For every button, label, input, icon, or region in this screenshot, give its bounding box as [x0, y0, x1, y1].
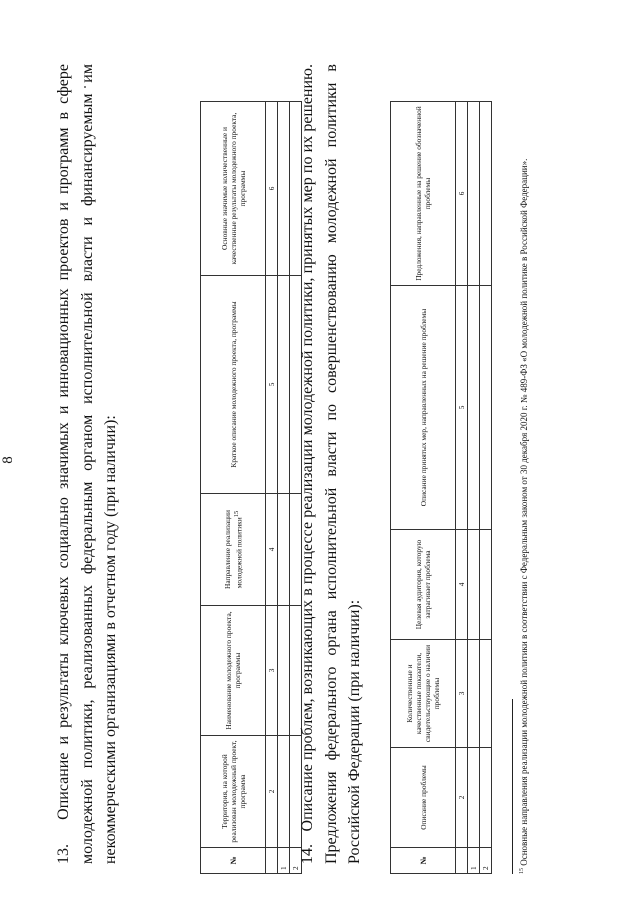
- table-13: [200, 101, 302, 874]
- table-cell: [480, 640, 492, 748]
- table-13-header-row: [201, 102, 266, 874]
- table-cell: [278, 736, 290, 848]
- table-cell: [480, 102, 492, 286]
- col-number: [266, 848, 278, 874]
- footnote-text: Основные направления реализации молодежной политики в соответствии с Федеральным законом от 30 декабря 2020 г. № 489-ФЗ «О молодежной политике в Российской Федерации».: [519, 158, 529, 866]
- table-13-header-text: Направление реализации молодежной политики: [222, 510, 244, 589]
- col-number: 5: [266, 276, 278, 494]
- row-number: 2: [290, 848, 302, 874]
- table-cell: [278, 102, 290, 276]
- row-number: 1: [468, 848, 480, 874]
- table-cell: [480, 748, 492, 848]
- row-number: 2: [480, 848, 492, 874]
- table-cell: [468, 530, 480, 640]
- table-14: [390, 101, 492, 874]
- table-14-header-row: [391, 102, 456, 874]
- col-number: 3: [456, 640, 468, 748]
- col-number: 5: [456, 286, 468, 530]
- col-number: 2: [266, 736, 278, 848]
- col-number: 2: [456, 748, 468, 848]
- table-cell: [480, 530, 492, 640]
- table-13-header: Основные значимые количественные и качественные результаты молодежного проекта, программы: [201, 102, 266, 276]
- table-14-header: №: [391, 848, 456, 874]
- table-cell: [468, 640, 480, 748]
- table-13-header: Наименование молодежного проекта, программы: [201, 606, 266, 736]
- table-cell: [278, 606, 290, 736]
- table-cell: [468, 102, 480, 286]
- footnote-marker: 15: [519, 868, 525, 874]
- table-row: [278, 102, 290, 874]
- table-row: [468, 102, 480, 874]
- col-number: 4: [266, 494, 278, 606]
- table-14-header: Описание принятых мер, направленных на решение проблемы: [391, 286, 456, 530]
- col-number: 6: [456, 102, 468, 286]
- section-13-paragraph: [52, 64, 123, 864]
- table-13-header: №: [201, 848, 266, 874]
- footnote-separator: [512, 699, 513, 874]
- section-13-text: Описание и результаты ключевых социально значимых и инновационных проектов и программ в сфере молодежной политики, реализованных федеральным органом исполнительной власти и финансируемым им некоммерческими организациями в отчетном году (при наличии):: [55, 63, 119, 864]
- table-cell: [468, 286, 480, 530]
- table-14-number-row: [456, 102, 468, 874]
- table-14-header: Целевая аудитория, которую затрагивает проблема: [391, 530, 456, 640]
- col-number: 3: [266, 606, 278, 736]
- table-13-header: [201, 494, 266, 606]
- footnote: [516, 44, 530, 874]
- col-number: 4: [456, 530, 468, 640]
- section-14-number: 14.: [299, 844, 316, 864]
- table-cell: [468, 748, 480, 848]
- table-cell: [480, 286, 492, 530]
- col-number: [456, 848, 468, 874]
- table-cell: [278, 494, 290, 606]
- table-13-header: Краткое описание молодежного проекта, программы: [201, 276, 266, 494]
- table-13-header: Территория, на которой реализован молодежный проект, программа: [201, 736, 266, 848]
- table-13-number-row: [266, 102, 278, 874]
- footnote-ref: 15: [232, 510, 240, 518]
- table-14-header: Количественные и качественные показатели, свидетельствующие о наличии проблемы: [391, 640, 456, 748]
- table-row: [480, 102, 492, 874]
- table-14-header: Предложения, направленные на решение обозначенной проблемы: [391, 102, 456, 286]
- table-cell: [278, 276, 290, 494]
- page-number: 8: [0, 456, 16, 464]
- table-14-header: Описание проблемы: [391, 748, 456, 848]
- section-14-paragraph: [296, 64, 367, 864]
- section-13-number: 13.: [55, 844, 72, 864]
- section-14-text: Описание проблем, возникающих в процессе реализации молодежной политики, принятых мер по их решению. Предложения федерального органа исполнительной власти по совершенствованию молодежной политики в Российской Федерации (при наличии):: [299, 64, 363, 864]
- col-number: 6: [266, 102, 278, 276]
- row-number: 1: [278, 848, 290, 874]
